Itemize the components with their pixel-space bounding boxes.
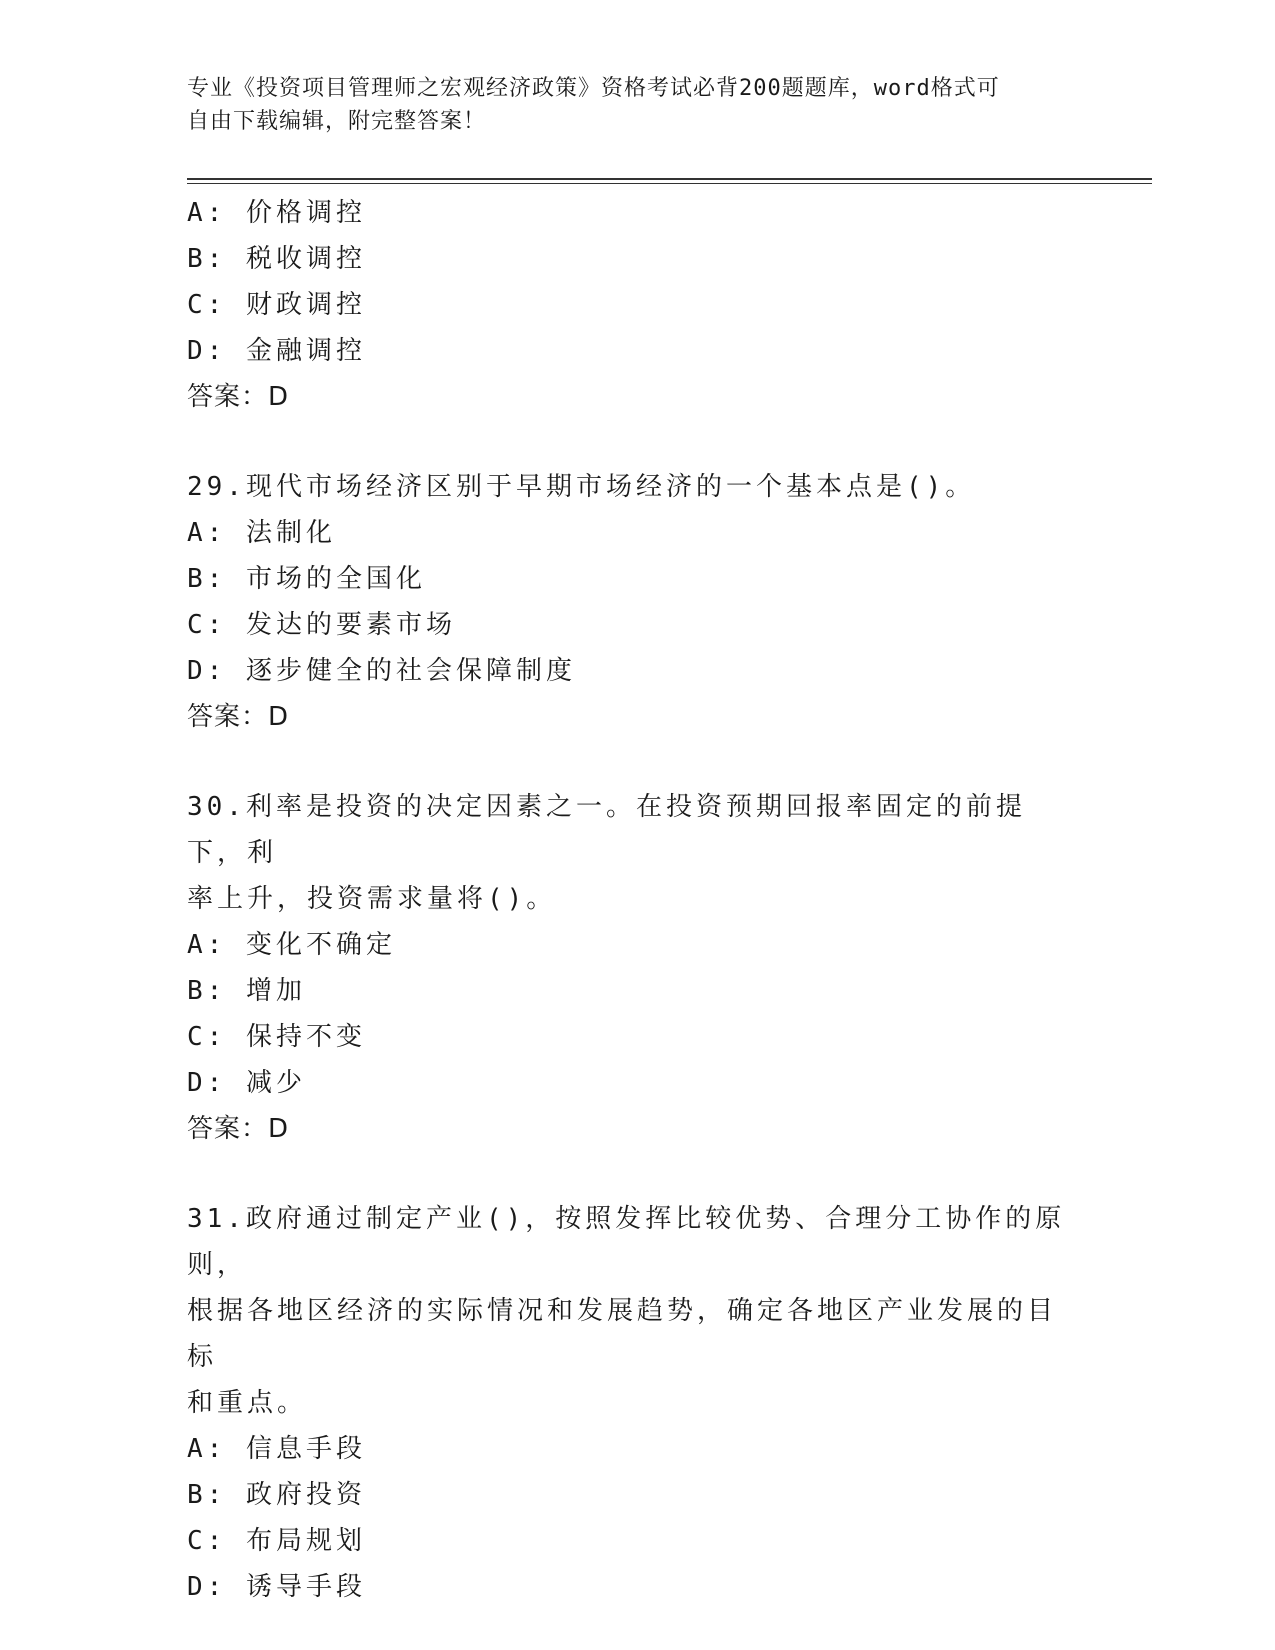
option-a: A: 价格调控 xyxy=(187,198,366,228)
option-d: D: 减少 xyxy=(187,1068,306,1098)
option-a: A: 法制化 xyxy=(187,518,336,548)
option-c: C: 保持不变 xyxy=(187,1022,366,1052)
option-d: D: 逐步健全的社会保障制度 xyxy=(187,656,576,686)
header-line-1: 专业《投资项目管理师之宏观经济政策》资格考试必背200题题库，word格式可 xyxy=(187,76,1000,101)
option-b: B: 税收调控 xyxy=(187,244,366,274)
question-list xyxy=(187,190,1087,1610)
option-c: C: 发达的要素市场 xyxy=(187,610,456,640)
question-text-line-3: 和重点。 xyxy=(187,1388,308,1418)
option-b: B: 增加 xyxy=(187,976,306,1006)
question-30 xyxy=(187,784,1087,1152)
answer-line: 答案：D xyxy=(187,382,290,412)
question-text-line-2: 率上升，投资需求量将()。 xyxy=(187,884,557,914)
question-text xyxy=(187,1196,1077,1426)
option-d: D: 诱导手段 xyxy=(187,1572,366,1602)
answer-line: 答案：D xyxy=(187,1114,290,1144)
answer-line: 答案：D xyxy=(187,702,290,732)
option-a: A: 变化不确定 xyxy=(187,930,396,960)
option-b: B: 政府投资 xyxy=(187,1480,366,1510)
question-text-line-1: 31.政府通过制定产业()，按照发挥比较优势、合理分工协作的原则， xyxy=(187,1204,1066,1280)
header-divider xyxy=(187,178,1152,184)
document-header xyxy=(187,72,1067,138)
question-29 xyxy=(187,464,1087,740)
question-text: 29.现代市场经济区别于早期市场经济的一个基本点是()。 xyxy=(187,472,976,502)
question-text-line-1: 30.利率是投资的决定因素之一。在投资预期回报率固定的前提下，利 xyxy=(187,792,1026,868)
header-line-2: 自由下载编辑，附完整答案！ xyxy=(187,109,487,134)
option-a: A: 信息手段 xyxy=(187,1434,366,1464)
question-31 xyxy=(187,1196,1087,1610)
question-text xyxy=(187,784,1077,922)
option-d: D: 金融调控 xyxy=(187,336,366,366)
question-28-remainder xyxy=(187,190,1087,420)
option-c: C: 布局规划 xyxy=(187,1526,366,1556)
option-b: B: 市场的全国化 xyxy=(187,564,426,594)
option-c: C: 财政调控 xyxy=(187,290,366,320)
question-text-line-2: 根据各地区经济的实际情况和发展趋势，确定各地区产业发展的目标 xyxy=(187,1296,1058,1372)
